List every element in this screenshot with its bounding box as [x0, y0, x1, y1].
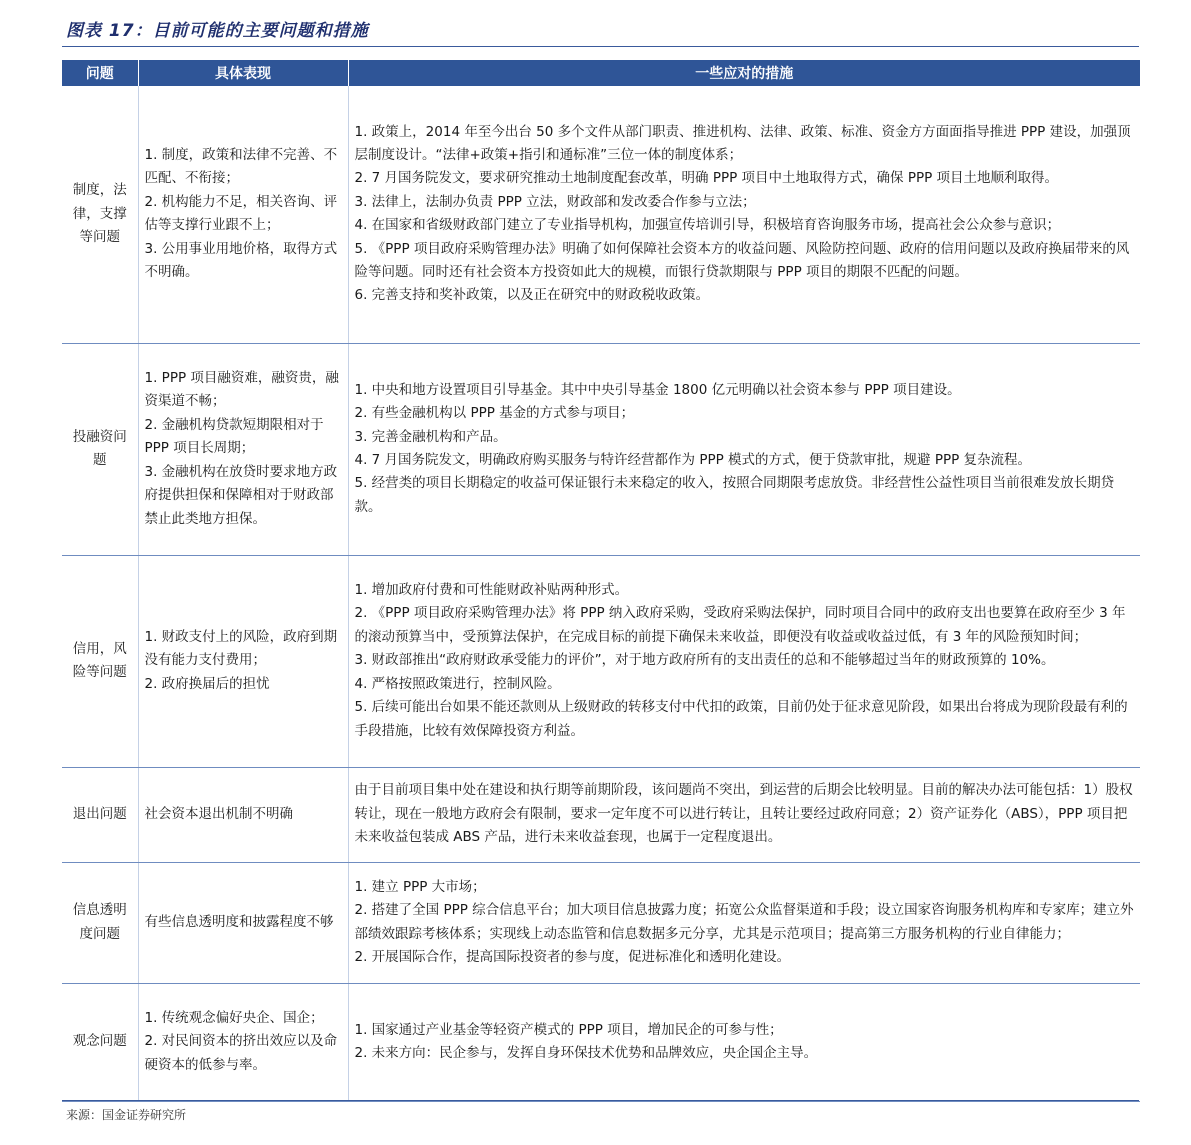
source-divider	[62, 1100, 1139, 1101]
issues-cell	[138, 555, 348, 767]
issue-item: 2. 政府换届后的担忧	[144, 675, 270, 692]
table-row	[62, 767, 1140, 862]
category-label: 制度，法律，支撑等问题	[72, 182, 127, 245]
measure-item: 4. 7 月国务院发文，明确政府购买服务与特许经营都作为 PPP 模式的方式，便于贷款审批，规避 PPP 复杂流程。	[354, 452, 1032, 468]
measure-item: 1. 政策上，2014 年至今出台 50 多个文件从部门职责、推进机构、法律、政策、标准、资金方方面面指导推进 PPP 建设，加强顶层制度设计。“法律+政策+指引和通标准”三位一体的制度体系；	[354, 123, 1131, 164]
measure-item: 2. 7 月国务院发文，要求研究推动土地制度配套改革，明确 PPP 项目中土地取得方式，确保 PPP 项目土地顺利取得。	[354, 170, 1059, 187]
issue-item: 2. 金融机构贷款短期限相对于 PPP 项目长周期；	[144, 416, 324, 457]
issue-item: 2. 对民间资本的挤出效应以及命硬资本的低参与率。	[144, 1033, 338, 1073]
header-measures: 一些应对的措施	[348, 60, 1140, 86]
category-cell	[62, 343, 138, 555]
table-row	[62, 983, 1140, 1101]
measure-item: 2. 有些金融机构以 PPP 基金的方式参与项目；	[354, 405, 635, 422]
issue-item: 1. PPP 项目融资难，融资贵，融资渠道不畅；	[144, 370, 339, 410]
category-label: 信息透明度问题	[72, 902, 127, 942]
measure-item: 4. 严格按照政策进行，控制风险。	[354, 675, 561, 692]
issue-item: 2. 机构能力不足，相关咨询、评估等支撑行业跟不上；	[144, 193, 338, 234]
issue-item: 社会资本退出机制不明确	[144, 805, 293, 822]
measure-item: 由于目前项目集中处在建设和执行期等前期阶段，该问题尚不突出，到运营的后期会比较明显。目前的解决办法可能包括：1）股权转让，现在一般地方政府会有限制，要求一定年度不可以进行转让，且转让要经过政府同意；2）资产证券化（ABS），PPP 项目把未来收益包装成 ABS 产品，进行未来收益套现，也属于一定程度退出。	[354, 782, 1133, 846]
figure-title: 图表 17：目前可能的主要问题和措施	[66, 21, 369, 41]
category-cell	[62, 983, 138, 1101]
category-cell	[62, 767, 138, 862]
measure-item: 3. 财政部推出“政府财政承受能力的评价”，对于地方政府所有的支出责任的总和不能够超过当年的财政预算的 10%。	[354, 652, 1055, 669]
measure-item: 2. 未来方向：民企参与，发挥自身环保技术优势和品牌效应，央企国企主导。	[354, 1045, 818, 1061]
table-row	[62, 343, 1140, 555]
category-label: 信用，风险等问题	[72, 640, 127, 680]
category-label: 退出问题	[72, 805, 127, 822]
measure-item: 5. 经营类的项目长期稳定的收益可保证银行未来稳定的收入，按照合同期限考虑放贷。非经营性公益性项目当前很难发放长期贷款。	[354, 475, 1115, 515]
measure-item: 2. 《PPP 项目政府采购管理办法》将 PPP 纳入政府采购，受政府采购法保护，同时项目合同中的政府支出也要算在政府至少 3 年的滚动预算当中，受预算法保护，在完成目标的前提下确保未来收益，即便没有收益或收益过低，有 3 年的风险预知时间；	[354, 605, 1126, 645]
issue-item: 1. 制度，政策和法律不完善、不匹配、不衔接；	[144, 147, 338, 187]
issues-measures-table	[62, 60, 1140, 1102]
title-divider	[62, 46, 1139, 47]
issues-cell	[138, 983, 348, 1101]
category-label: 投融资问题	[72, 428, 127, 468]
measures-cell	[348, 343, 1140, 555]
measures-cell	[348, 555, 1140, 767]
issues-cell	[138, 86, 348, 343]
header-issue: 问题	[62, 60, 138, 86]
measure-item: 1. 中央和地方设置项目引导基金。其中中央引导基金 1800 亿元明确以社会资本参与 PPP 项目建设。	[354, 381, 961, 398]
measure-item: 5. 《PPP 项目政府采购管理办法》明确了如何保障社会资本方的收益问题、风险防控问题、政府的信用问题以及政府换届带来的风险等问题。同时还有社会资本方投资如此大的规模，而银行贷款期限与 PPP 项目的期限不匹配的问题。	[354, 240, 1130, 281]
table-row	[62, 555, 1140, 767]
measure-item: 2. 搭建了全国 PPP 综合信息平台；加大项目信息披露力度；拓宽公众监督渠道和手段；设立国家咨询服务机构库和专家库；建立外部绩效跟踪考核体系；实现线上动态监管和信息数据多元分享，尤其是示范项目；提高第三方服务机构的行业自律能力；	[354, 902, 1134, 942]
measure-item: 4. 在国家和省级财政部门建立了专业指导机构，加强宣传培训引导，积极培育咨询服务市场，提高社会公众参与意识；	[354, 217, 1061, 234]
table-row	[62, 86, 1140, 343]
measures-cell	[348, 767, 1140, 862]
issue-item: 有些信息透明度和披露程度不够	[144, 913, 334, 930]
measure-item: 5. 后续可能出台如果不能还款则从上级财政的转移支付中代扣的政策，目前仍处于征求意见阶段，如果出台将成为现阶段最有利的手段措施，比较有效保障投资方利益。	[354, 699, 1128, 739]
issues-cell	[138, 862, 348, 983]
table-header-row	[62, 60, 1140, 86]
measure-item: 2. 开展国际合作，提高国际投资者的参与度，促进标准化和透明化建设。	[354, 948, 791, 965]
category-cell	[62, 862, 138, 983]
header-manifestation: 具体表现	[138, 60, 348, 86]
table-row	[62, 862, 1140, 983]
measure-item: 1. 建立 PPP 大市场；	[354, 878, 486, 895]
measure-item: 6. 完善支持和奖补政策，以及正在研究中的财政税收政策。	[354, 287, 710, 304]
measures-cell	[348, 983, 1140, 1101]
measure-item: 3. 完善金融机构和产品。	[354, 428, 507, 445]
category-label: 观念问题	[72, 1033, 127, 1050]
measure-item: 3. 法律上，法制办负责 PPP 立法，财政部和发改委合作参与立法；	[354, 193, 756, 210]
issues-cell	[138, 343, 348, 555]
measure-item: 1. 增加政府付费和可性能财政补贴两种形式。	[354, 582, 629, 599]
measures-cell	[348, 862, 1140, 983]
category-cell	[62, 86, 138, 343]
issue-item: 1. 传统观念偏好央企、国企；	[144, 1009, 324, 1026]
issue-item: 3. 金融机构在放贷时要求地方政府提供担保和保障相对于财政部禁止此类地方担保。	[144, 463, 338, 527]
issue-item: 3. 公用事业用地价格，取得方式不明确。	[144, 240, 338, 281]
category-cell	[62, 555, 138, 767]
measures-cell	[348, 86, 1140, 343]
source-note: 来源：国金证券研究所	[66, 1108, 187, 1122]
issue-item: 1. 财政支付上的风险，政府到期没有能力支付费用；	[144, 628, 338, 669]
measure-item: 1. 国家通过产业基金等轻资产模式的 PPP 项目，增加民企的可参与性；	[354, 1021, 783, 1038]
issues-cell	[138, 767, 348, 862]
